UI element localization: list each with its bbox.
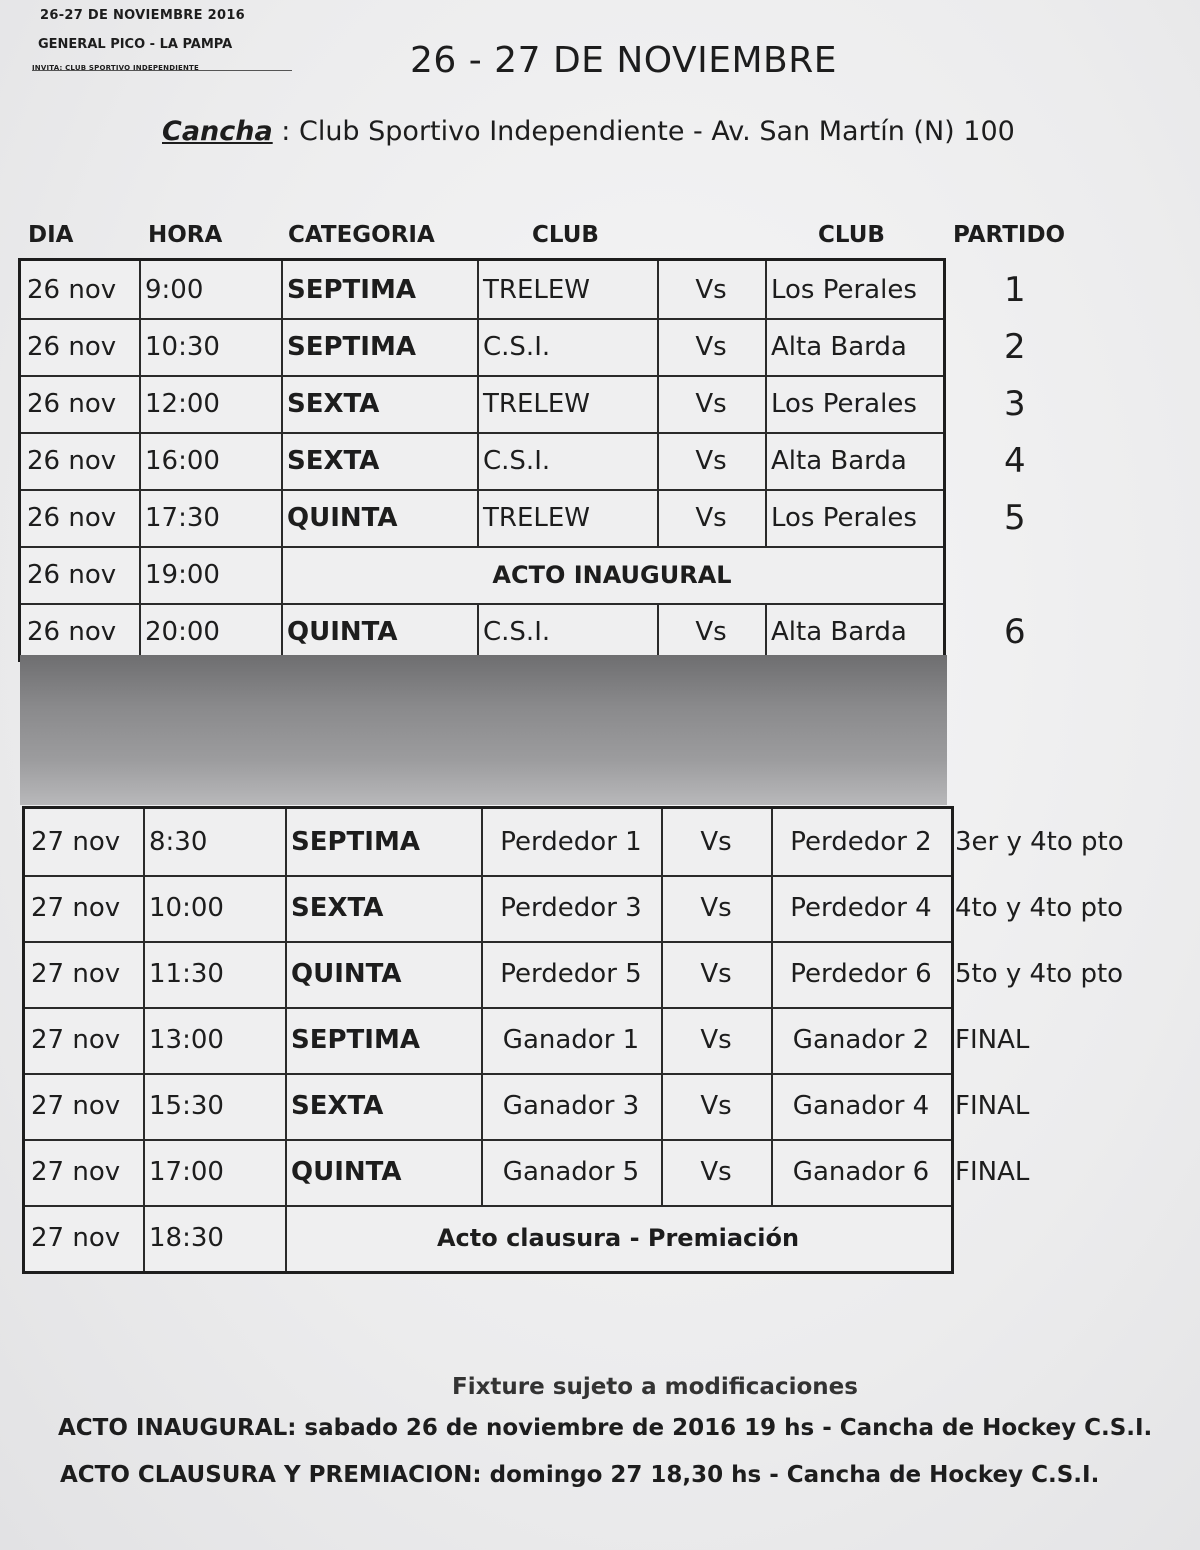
cell-club-1: Perdedor 3 [500, 893, 642, 923]
cell-dia: 27 nov [31, 1157, 121, 1187]
cell-hora: 8:30 [149, 827, 208, 857]
cell-hora: 12:00 [145, 388, 220, 419]
cell-club-1: Perdedor 5 [500, 959, 642, 989]
partido-label: 6 [1004, 611, 1026, 652]
cell-categoria: SEPTIMA [291, 827, 420, 857]
cell-vs: Vs [695, 331, 727, 362]
cell-categoria: QUINTA [287, 616, 398, 647]
cell-vs: Vs [700, 959, 732, 989]
table-row [21, 318, 943, 377]
cell-event: ACTO INAUGURAL [492, 560, 732, 589]
partido-label: FINAL [955, 1091, 1030, 1121]
cell-categoria: QUINTA [291, 959, 402, 989]
cell-hora: 10:30 [145, 331, 220, 362]
logo-divider [32, 70, 292, 71]
cell-vs: Vs [700, 1091, 732, 1121]
cell-dia: 26 nov [27, 616, 117, 647]
header-categoria: CATEGORIA [288, 222, 435, 248]
table-row [21, 546, 943, 605]
cell-dia: 26 nov [27, 559, 117, 590]
footer-inaugural: ACTO INAUGURAL: sabado 26 de noviembre de 2016 19 hs - Cancha de Hockey C.S.I. [58, 1415, 1153, 1441]
table-row [25, 875, 951, 943]
cell-hora: 16:00 [145, 445, 220, 476]
cell-dia: 26 nov [27, 445, 117, 476]
cell-vs: Vs [695, 616, 727, 647]
venue-line [162, 116, 1015, 147]
cell-hora: 17:00 [149, 1157, 224, 1187]
cell-club-1: TRELEW [483, 388, 590, 419]
partido-label: 3 [1004, 383, 1026, 424]
cell-dia: 27 nov [31, 893, 121, 923]
header-club-1: CLUB [532, 222, 599, 248]
cell-club-1: C.S.I. [483, 331, 551, 362]
cell-hora: 19:00 [145, 559, 220, 590]
table-row [21, 261, 943, 320]
partido-label: 4 [1004, 440, 1026, 481]
footer-clausura: ACTO CLAUSURA Y PREMIACION: domingo 27 18,30 hs - Cancha de Hockey C.S.I. [60, 1462, 1100, 1488]
cell-vs: Vs [700, 1025, 732, 1055]
cell-vs: Vs [695, 388, 727, 419]
paper-fold-shadow [20, 655, 947, 805]
header-partido: PARTIDO [953, 222, 1066, 248]
cell-vs: Vs [700, 893, 732, 923]
cell-dia: 27 nov [31, 1025, 121, 1055]
cell-dia: 26 nov [27, 388, 117, 419]
cell-dia: 27 nov [31, 827, 121, 857]
cell-categoria: SEPTIMA [287, 274, 416, 305]
table-row [21, 375, 943, 434]
cell-club-2: Los Perales [771, 502, 917, 533]
cell-club-2: Alta Barda [771, 445, 907, 476]
cell-categoria: QUINTA [287, 502, 398, 533]
partido-label: FINAL [955, 1157, 1030, 1187]
table-row [25, 1139, 951, 1207]
cell-club-1: Ganador 3 [502, 1091, 640, 1121]
cell-club-2: Perdedor 6 [790, 959, 932, 989]
partido-label: 2 [1004, 326, 1026, 367]
table-row [25, 809, 951, 877]
cell-event: Acto clausura - Premiación [436, 1224, 800, 1252]
venue-separator: : [272, 116, 299, 147]
cell-club-2: Ganador 2 [792, 1025, 930, 1055]
cell-hora: 10:00 [149, 893, 224, 923]
venue-label: Cancha [162, 116, 273, 147]
cell-hora: 17:30 [145, 502, 220, 533]
partido-label: 4to y 4to pto [955, 893, 1124, 923]
header-club-2: CLUB [818, 222, 885, 248]
cell-hora: 11:30 [149, 959, 224, 989]
cell-vs: Vs [700, 1157, 732, 1187]
header-dia: DIA [28, 222, 74, 248]
cell-hora: 13:00 [149, 1025, 224, 1055]
cell-club-1: Ganador 1 [502, 1025, 640, 1055]
logo-dates: 26-27 DE NOVIEMBRE 2016 [40, 8, 246, 23]
cell-vs: Vs [695, 445, 727, 476]
fixture-note: Fixture sujeto a modificaciones [452, 1374, 858, 1400]
cell-club-2: Perdedor 4 [790, 893, 932, 923]
cell-club-1: TRELEW [483, 502, 590, 533]
table-row [25, 1007, 951, 1075]
cell-categoria: SEXTA [291, 1091, 384, 1121]
cell-categoria: SEPTIMA [291, 1025, 420, 1055]
partido-label: 5 [1004, 497, 1026, 538]
cell-dia: 26 nov [27, 502, 117, 533]
logo-location: GENERAL PICO - LA PAMPA [38, 37, 233, 52]
cell-categoria: SEXTA [287, 445, 380, 476]
cell-hora: 20:00 [145, 616, 220, 647]
partido-label: 3er y 4to pto [955, 827, 1124, 857]
schedule-table-day2 [22, 806, 954, 1274]
cell-club-2: Perdedor 2 [790, 827, 932, 857]
cell-dia: 26 nov [27, 274, 117, 305]
logo-host: INVITA: CLUB SPORTIVO INDEPENDIENTE [32, 64, 200, 72]
table-row [21, 489, 943, 548]
cell-club-2: Alta Barda [771, 616, 907, 647]
cell-club-2: Ganador 6 [792, 1157, 930, 1187]
cell-club-2: Ganador 4 [792, 1091, 930, 1121]
cell-dia: 26 nov [27, 331, 117, 362]
partido-label: FINAL [955, 1025, 1030, 1055]
table-row [25, 941, 951, 1009]
cell-club-1: Ganador 5 [502, 1157, 640, 1187]
table-row [25, 1205, 951, 1271]
cell-club-1: Perdedor 1 [500, 827, 642, 857]
cell-categoria: SEXTA [291, 893, 384, 923]
cell-club-1: TRELEW [483, 274, 590, 305]
cell-club-1: C.S.I. [483, 445, 551, 476]
table-row [21, 603, 943, 660]
schedule-table-day1 [18, 258, 946, 662]
cell-categoria: QUINTA [291, 1157, 402, 1187]
cell-vs: Vs [695, 274, 727, 305]
cell-dia: 27 nov [31, 1091, 121, 1121]
cell-club-1: C.S.I. [483, 616, 551, 647]
table-row [21, 432, 943, 491]
venue-text: Club Sportivo Independiente - Av. San Martín (N) 100 [298, 116, 1015, 147]
cell-club-2: Los Perales [771, 388, 917, 419]
cell-vs: Vs [700, 827, 732, 857]
event-logo [32, 8, 302, 72]
partido-label: 5to y 4to pto [955, 959, 1124, 989]
page-title: 26 - 27 DE NOVIEMBRE [410, 40, 837, 81]
partido-label: 1 [1004, 269, 1026, 310]
table-row [25, 1073, 951, 1141]
cell-hora: 9:00 [145, 274, 204, 305]
cell-hora: 15:30 [149, 1091, 224, 1121]
cell-club-2: Los Perales [771, 274, 917, 305]
cell-dia: 27 nov [31, 1223, 121, 1253]
cell-hora: 18:30 [149, 1223, 224, 1253]
cell-club-2: Alta Barda [771, 331, 907, 362]
cell-categoria: SEXTA [287, 388, 380, 419]
header-hora: HORA [148, 222, 223, 248]
cell-categoria: SEPTIMA [287, 331, 416, 362]
cell-dia: 27 nov [31, 959, 121, 989]
cell-vs: Vs [695, 502, 727, 533]
